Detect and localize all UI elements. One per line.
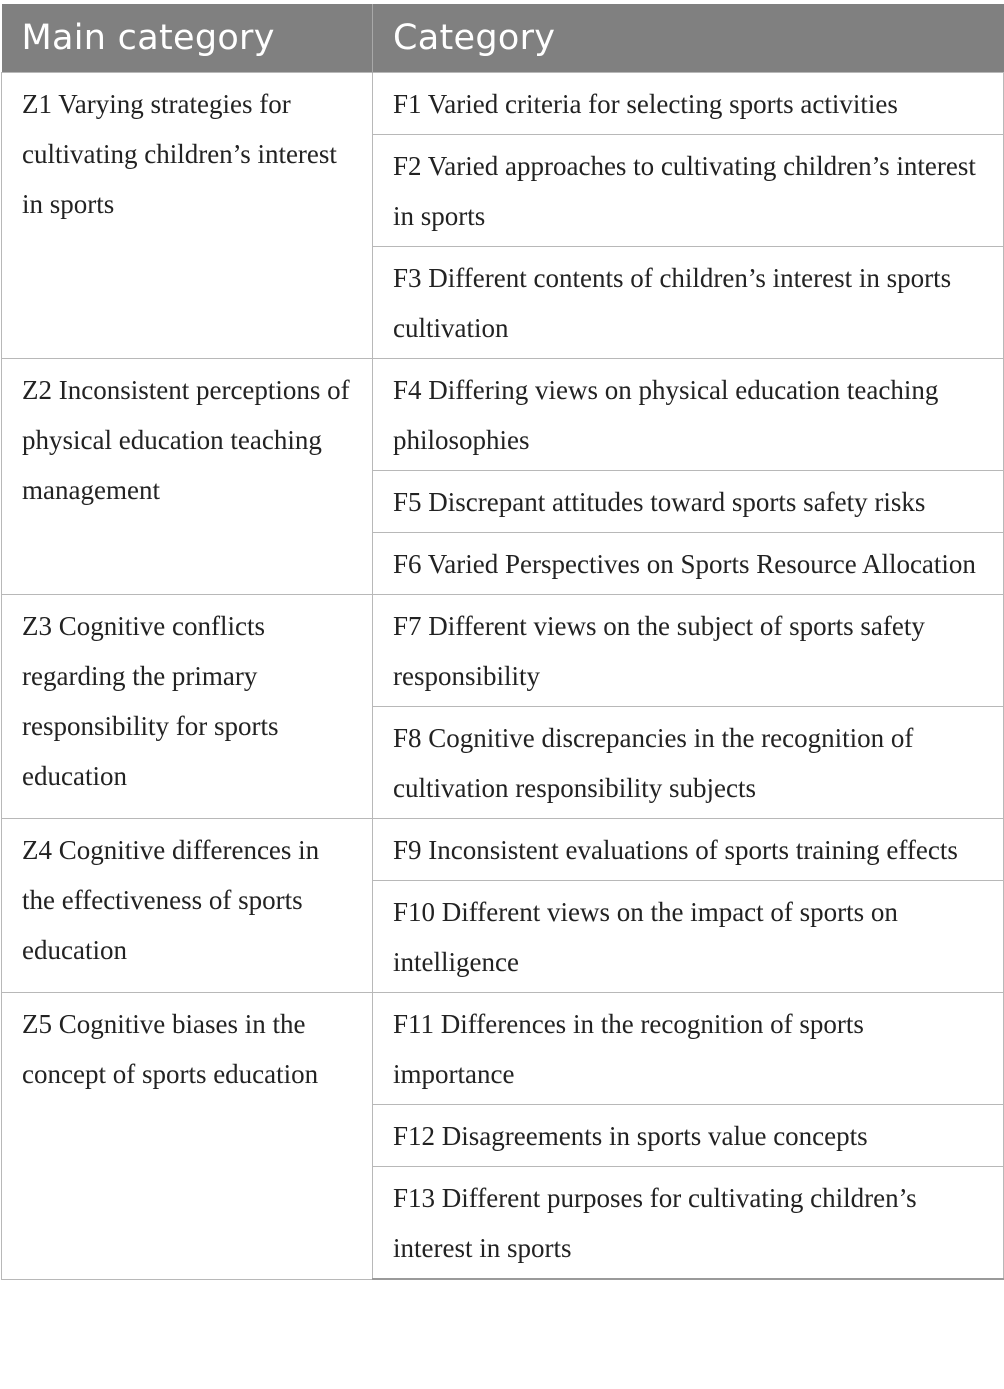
category-table-container xyxy=(1,4,1003,1280)
main-category-cell: Z1 Varying strategies for cultivating children’s interest in sports xyxy=(2,73,373,359)
table-row xyxy=(2,73,1004,135)
category-cell: F5 Discrepant attitudes toward sports safety risks xyxy=(373,471,1004,533)
category-cell: F12 Disagreements in sports value concepts xyxy=(373,1105,1004,1167)
table-row xyxy=(2,819,1004,881)
category-cell: F2 Varied approaches to cultivating children’s interest in sports xyxy=(373,135,1004,247)
category-cell: F1 Varied criteria for selecting sports activities xyxy=(373,73,1004,135)
table-row xyxy=(2,595,1004,707)
table-header xyxy=(2,4,1004,73)
header-row xyxy=(2,4,1004,73)
category-cell: F3 Different contents of children’s interest in sports cultivation xyxy=(373,247,1004,359)
table-row xyxy=(2,993,1004,1105)
table-row xyxy=(2,359,1004,471)
category-cell: F10 Different views on the impact of sports on intelligence xyxy=(373,881,1004,993)
header-main-category: Main category xyxy=(2,4,373,73)
table-body xyxy=(2,73,1004,1280)
category-cell: F8 Cognitive discrepancies in the recognition of cultivation responsibility subjects xyxy=(373,707,1004,819)
category-table xyxy=(1,4,1004,1280)
main-category-cell: Z3 Cognitive conflicts regarding the primary responsibility for sports education xyxy=(2,595,373,819)
category-cell: F4 Differing views on physical education teaching philosophies xyxy=(373,359,1004,471)
category-cell: F6 Varied Perspectives on Sports Resource Allocation xyxy=(373,533,1004,595)
main-category-cell: Z5 Cognitive biases in the concept of sports education xyxy=(2,993,373,1280)
header-category: Category xyxy=(373,4,1004,73)
category-cell: F13 Different purposes for cultivating children’s interest in sports xyxy=(373,1167,1004,1280)
category-cell: F9 Inconsistent evaluations of sports training effects xyxy=(373,819,1004,881)
main-category-cell: Z2 Inconsistent perceptions of physical education teaching management xyxy=(2,359,373,595)
category-cell: F7 Different views on the subject of sports safety responsibility xyxy=(373,595,1004,707)
main-category-cell: Z4 Cognitive differences in the effectiveness of sports education xyxy=(2,819,373,993)
category-cell: F11 Differences in the recognition of sports importance xyxy=(373,993,1004,1105)
